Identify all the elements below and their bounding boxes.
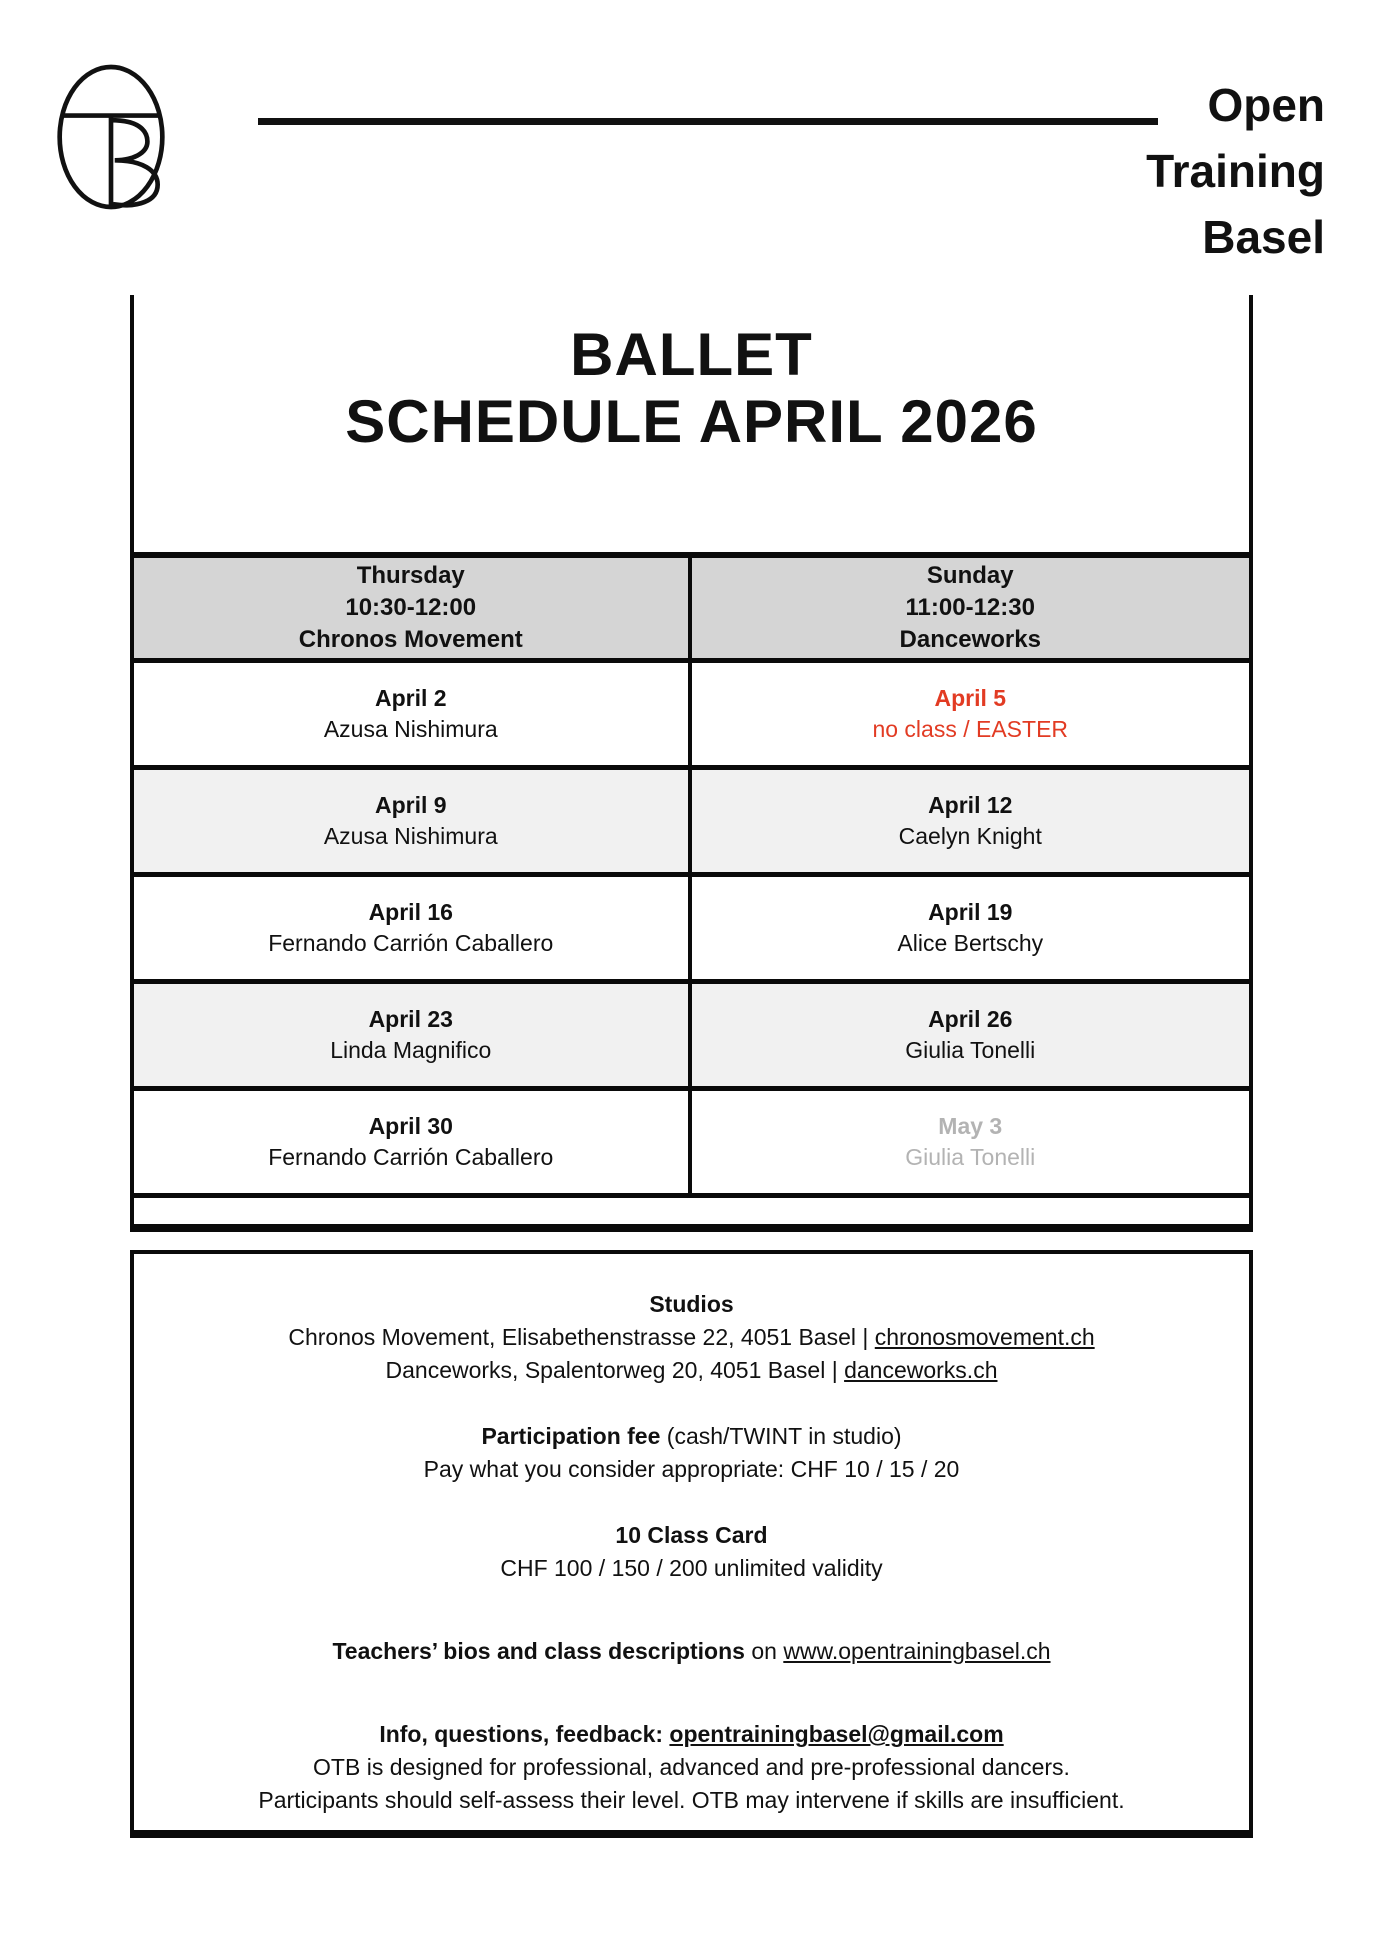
studio-danceworks-address: Danceworks, Spalentorweg 20, 4051 Basel | xyxy=(385,1357,845,1383)
schedule-cell-april-26 xyxy=(692,984,1250,1086)
schedule-cell-april-2 xyxy=(134,663,692,765)
fee-heading-bold: Participation fee xyxy=(481,1423,661,1449)
column-header-thursday xyxy=(134,558,692,658)
class-teacher: Giulia Tonelli xyxy=(905,1037,1036,1063)
class-date: April 2 xyxy=(374,685,447,711)
studio-chronos-address: Chronos Movement, Elisabethenstrasse 22, 4051 Basel | xyxy=(288,1324,875,1350)
schedule-row-4 xyxy=(134,984,1249,1091)
column-day: Thursday xyxy=(356,562,465,589)
class-date: April 26 xyxy=(928,1006,1013,1032)
schedule-cell-april-19 xyxy=(692,877,1250,979)
schedule-cell-april-12 xyxy=(692,770,1250,872)
schedule-row-2 xyxy=(134,770,1249,877)
website-link[interactable]: www.opentrainingbasel.ch xyxy=(783,1638,1051,1664)
class-status: no class / EASTER xyxy=(872,716,1069,742)
page-title xyxy=(134,321,1249,455)
email-link[interactable]: opentrainingbasel@gmail.com xyxy=(669,1721,1004,1747)
class-date: April 9 xyxy=(374,792,447,818)
teacher-bios-block xyxy=(134,1635,1249,1668)
schedule-table xyxy=(134,552,1249,1198)
bios-label: Teachers’ bios and class descriptions xyxy=(332,1638,745,1664)
participation-fee-block xyxy=(134,1420,1249,1486)
column-studio: Danceworks xyxy=(899,626,1041,653)
page-title-line2: SCHEDULE APRIL 2026 xyxy=(345,388,1038,455)
otb-logo-icon xyxy=(55,62,167,212)
column-header-sunday xyxy=(692,558,1250,658)
studio-link-danceworks[interactable]: danceworks.ch xyxy=(844,1357,998,1383)
otb-level-line: Participants should self-assess their level. OTB may intervene if skills are insufficient. xyxy=(258,1787,1125,1813)
schedule-cell-april-9 xyxy=(134,770,692,872)
schedule-cell-april-16 xyxy=(134,877,692,979)
brand-name xyxy=(1146,72,1325,270)
class-teacher: Alice Bertschy xyxy=(897,930,1044,956)
class-date: April 5 xyxy=(934,685,1007,711)
column-time: 11:00-12:30 xyxy=(905,594,1035,621)
schedule-header-row xyxy=(134,558,1249,663)
class-date: April 30 xyxy=(368,1113,453,1139)
class-teacher: Linda Magnifico xyxy=(330,1037,492,1063)
studio-line-danceworks xyxy=(134,1354,1249,1387)
column-studio: Chronos Movement xyxy=(298,626,523,653)
studio-line-chronos xyxy=(134,1321,1249,1354)
schedule-row-1 xyxy=(134,663,1249,770)
contact-block xyxy=(134,1718,1249,1817)
class-teacher: Caelyn Knight xyxy=(898,823,1042,849)
class-teacher: Azusa Nishimura xyxy=(323,716,498,742)
class-teacher: Azusa Nishimura xyxy=(323,823,498,849)
schedule-row-3 xyxy=(134,877,1249,984)
class-card-block xyxy=(134,1519,1249,1585)
schedule-cell-april-23 xyxy=(134,984,692,1086)
column-time: 10:30-12:00 xyxy=(345,594,477,621)
brand-line-open: Open xyxy=(1207,79,1325,131)
brand-line-basel: Basel xyxy=(1202,211,1325,263)
bios-connector: on xyxy=(744,1638,784,1664)
studios-heading: Studios xyxy=(649,1291,734,1317)
brand-line-training: Training xyxy=(1146,145,1325,197)
class-teacher: Giulia Tonelli xyxy=(905,1144,1036,1170)
class-card-heading: 10 Class Card xyxy=(615,1522,768,1548)
class-date: April 12 xyxy=(928,792,1013,818)
studios-block xyxy=(134,1288,1249,1387)
class-date: April 23 xyxy=(368,1006,453,1032)
schedule-box xyxy=(130,295,1253,1232)
schedule-cell-may-3-preview xyxy=(692,1091,1250,1193)
class-teacher: Fernando Carrión Caballero xyxy=(268,930,554,956)
schedule-row-5 xyxy=(134,1091,1249,1198)
class-card-price-line: CHF 100 / 150 / 200 unlimited validity xyxy=(500,1555,883,1581)
class-date: May 3 xyxy=(938,1113,1003,1139)
class-date: April 19 xyxy=(928,899,1013,925)
studio-link-chronosmovement[interactable]: chronosmovement.ch xyxy=(874,1324,1095,1350)
schedule-cell-april-30 xyxy=(134,1091,692,1193)
info-box xyxy=(130,1250,1253,1838)
fee-heading-note: (cash/TWINT in studio) xyxy=(660,1423,902,1449)
column-day: Sunday xyxy=(926,562,1014,589)
class-teacher: Fernando Carrión Caballero xyxy=(268,1144,554,1170)
fee-amount-line: Pay what you consider appropriate: CHF 10 / 15 / 20 xyxy=(423,1456,960,1482)
page-title-line1: BALLET xyxy=(570,321,813,388)
schedule-box-footer-space xyxy=(134,1198,1249,1224)
contact-line xyxy=(134,1718,1249,1751)
schedule-cell-april-5-cancelled xyxy=(692,663,1250,765)
otb-audience-line: OTB is designed for professional, advanced and pre-professional dancers. xyxy=(313,1754,1070,1780)
class-date: April 16 xyxy=(368,899,453,925)
contact-label: Info, questions, feedback: xyxy=(379,1721,670,1747)
fee-heading xyxy=(134,1420,1249,1453)
header-divider-line xyxy=(258,118,1158,125)
